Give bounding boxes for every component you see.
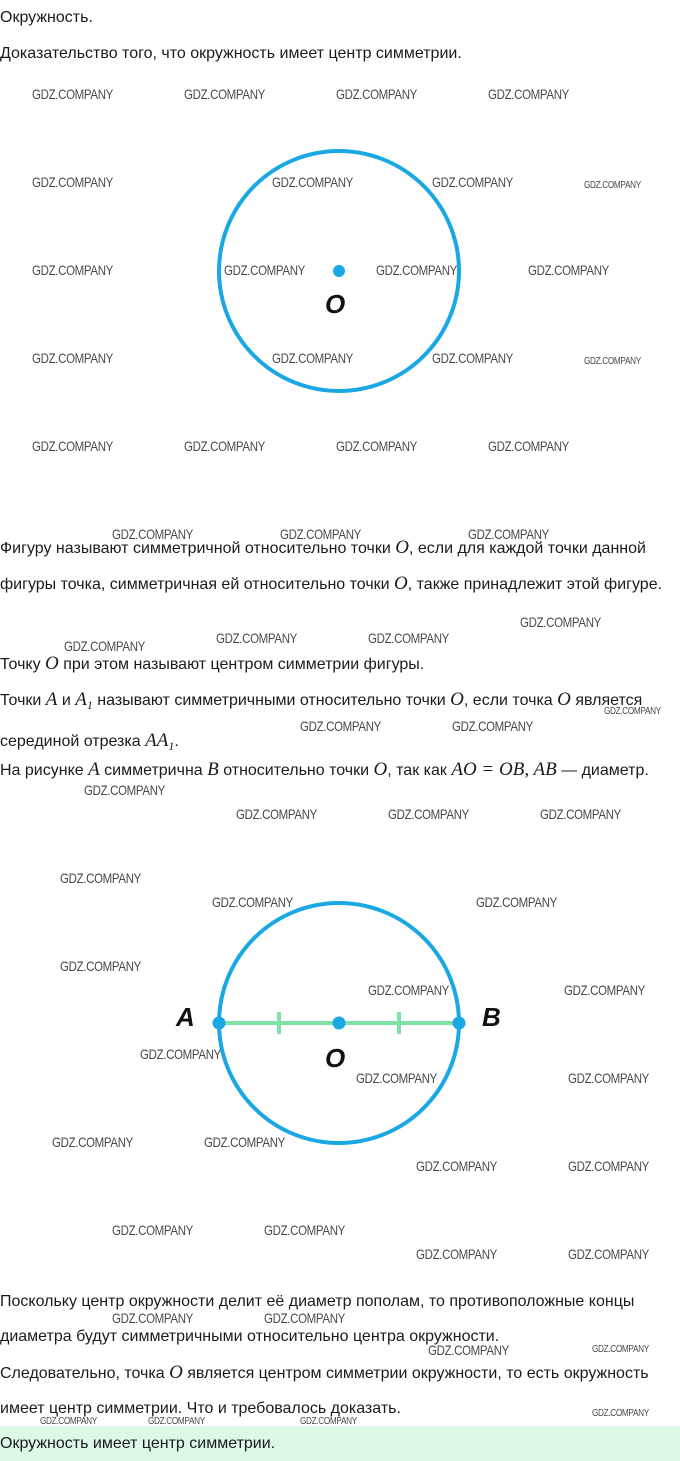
- watermark: GDZ.COMPANY: [224, 262, 306, 278]
- center-point: [333, 265, 345, 277]
- watermark: GDZ.COMPANY: [520, 614, 602, 630]
- watermark: GDZ.COMPANY: [468, 526, 550, 542]
- center-definition: Точку O при этом называют центром симметрии фигуры.: [0, 653, 425, 674]
- watermark: GDZ.COMPANY: [216, 630, 298, 646]
- point-a: [213, 1017, 226, 1030]
- watermark: GDZ.COMPANY: [376, 262, 458, 278]
- point-b: [453, 1017, 466, 1030]
- watermark: GDZ.COMPANY: [336, 86, 418, 102]
- watermark: GDZ.COMPANY: [184, 438, 266, 454]
- watermark: GDZ.COMPANY: [140, 1046, 222, 1062]
- label-b: B: [482, 1002, 501, 1032]
- watermark: GDZ.COMPANY: [32, 262, 114, 278]
- symmetric-points-definition: Точки A и $A_1$ называют симметричными относительно точки O, если точка O является серединой отрезка $AA_1$.: [0, 689, 643, 753]
- task-statement: Доказательство того, что окружность имеет центр симметрии.: [0, 45, 462, 62]
- watermark: GDZ.COMPANY: [416, 1246, 498, 1262]
- watermark: GDZ.COMPANY: [112, 1222, 194, 1238]
- watermark: GDZ.COMPANY: [416, 1158, 498, 1174]
- watermark: GDZ.COMPANY: [32, 174, 114, 190]
- watermark: GDZ.COMPANY: [432, 174, 514, 190]
- label-a: A: [176, 1002, 195, 1032]
- watermark: GDZ.COMPANY: [564, 982, 646, 998]
- watermark: GDZ.COMPANY: [356, 1070, 438, 1086]
- watermark: GDZ.COMPANY: [592, 1344, 649, 1355]
- center-label: O: [325, 289, 346, 319]
- watermark: GDZ.COMPANY: [184, 86, 266, 102]
- watermark: GDZ.COMPANY: [540, 806, 622, 822]
- watermark: GDZ.COMPANY: [568, 1070, 650, 1086]
- watermark: GDZ.COMPANY: [264, 1310, 346, 1326]
- watermark: GDZ.COMPANY: [264, 1222, 346, 1238]
- figure-circle-center: [0, 0, 680, 500]
- watermark: GDZ.COMPANY: [40, 1416, 97, 1427]
- watermark: GDZ.COMPANY: [604, 706, 661, 717]
- watermark: GDZ.COMPANY: [64, 638, 146, 654]
- watermark: GDZ.COMPANY: [336, 438, 418, 454]
- watermark: GDZ.COMPANY: [236, 806, 318, 822]
- watermark: GDZ.COMPANY: [388, 806, 470, 822]
- watermark: GDZ.COMPANY: [32, 350, 114, 366]
- watermark: GDZ.COMPANY: [112, 1310, 194, 1326]
- watermark: GDZ.COMPANY: [368, 982, 450, 998]
- figure-explanation: На рисунке A симметрична B относительно точки O, так как AO = OB, AB — диаметр.: [0, 759, 649, 780]
- watermark: GDZ.COMPANY: [300, 718, 382, 734]
- label-o: O: [325, 1043, 346, 1073]
- proof-paragraph-2: Следовательно, точка O является центром симметрии окружности, то есть окружность имеет центр симметрии. Что и требовалось доказать.: [0, 1362, 649, 1417]
- page-title: Окружность.: [0, 9, 93, 26]
- watermark: GDZ.COMPANY: [60, 870, 142, 886]
- watermark: GDZ.COMPANY: [568, 1158, 650, 1174]
- watermark: GDZ.COMPANY: [584, 356, 641, 367]
- watermark: GDZ.COMPANY: [428, 1342, 510, 1358]
- watermark: GDZ.COMPANY: [432, 350, 514, 366]
- watermark: GDZ.COMPANY: [212, 894, 294, 910]
- watermark: GDZ.COMPANY: [584, 180, 641, 191]
- watermark: GDZ.COMPANY: [368, 630, 450, 646]
- watermark: GDZ.COMPANY: [148, 1416, 205, 1427]
- watermark: GDZ.COMPANY: [112, 526, 194, 542]
- watermark: GDZ.COMPANY: [60, 958, 142, 974]
- watermark: GDZ.COMPANY: [32, 86, 114, 102]
- definition-paragraph: Фигуру называют симметричной относительно точки O, если для каждой точки данной фигуры точка, симметричная ей относительно точки O, также принадлежит этой фигуре.: [0, 537, 663, 594]
- watermark: GDZ.COMPANY: [52, 1134, 134, 1150]
- watermark: GDZ.COMPANY: [488, 438, 570, 454]
- watermark: GDZ.COMPANY: [488, 86, 570, 102]
- watermark: GDZ.COMPANY: [280, 526, 362, 542]
- proof-paragraph-1: Поскольку центр окружности делит её диаметр пополам, то противоположные концы диаметра будут симметричными относительно центра окружности.: [0, 1293, 635, 1345]
- watermark: GDZ.COMPANY: [272, 174, 354, 190]
- conclusion-text: Окружность имеет центр симметрии.: [0, 1435, 276, 1452]
- watermark: GDZ.COMPANY: [568, 1246, 650, 1262]
- watermark: GDZ.COMPANY: [300, 1416, 357, 1427]
- watermark: GDZ.COMPANY: [204, 1134, 286, 1150]
- watermark: GDZ.COMPANY: [528, 262, 610, 278]
- watermark: GDZ.COMPANY: [592, 1408, 649, 1419]
- watermark: GDZ.COMPANY: [476, 894, 558, 910]
- figure-diameter: [0, 860, 680, 1160]
- point-o: [333, 1017, 346, 1030]
- watermark: GDZ.COMPANY: [272, 350, 354, 366]
- watermark: GDZ.COMPANY: [84, 782, 166, 798]
- watermark: GDZ.COMPANY: [452, 718, 534, 734]
- watermark: GDZ.COMPANY: [32, 438, 114, 454]
